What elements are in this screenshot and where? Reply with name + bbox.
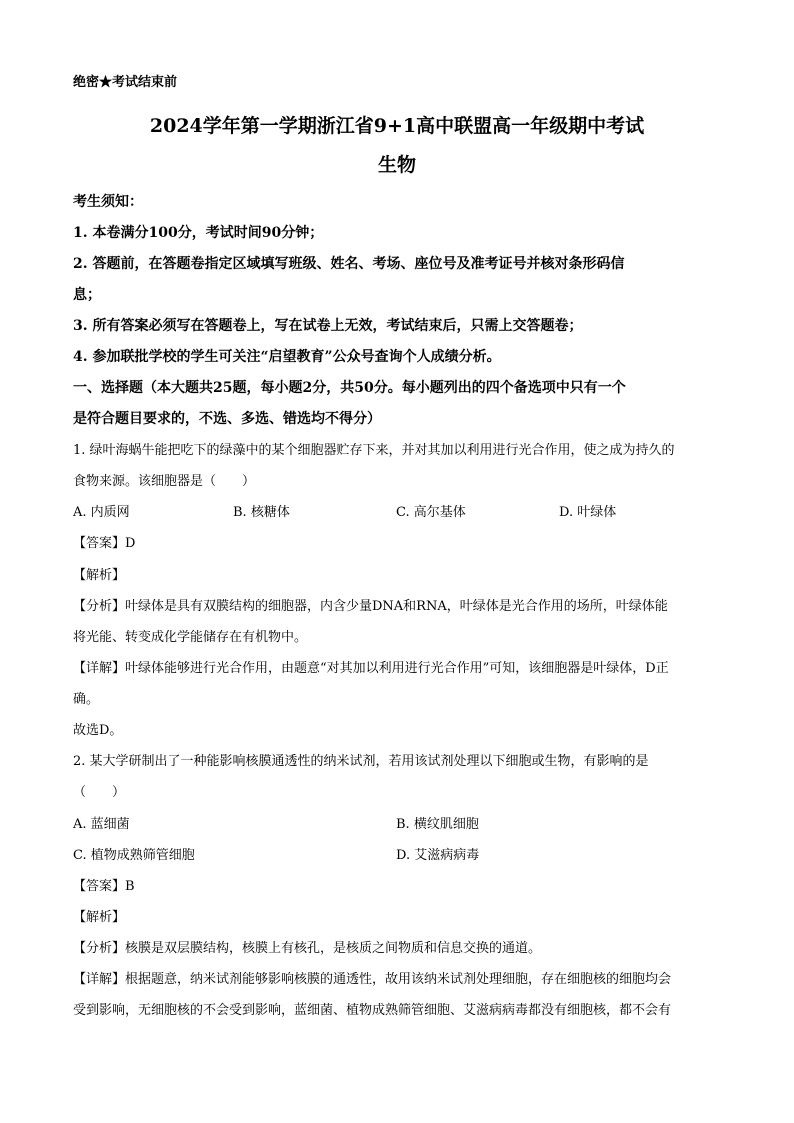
notice-item-3: 3. 所有答案必须写在答题卷上，写在试卷上无效，考试结束后，只需上交答题卷； <box>73 318 583 334</box>
q2-option-d: D. 艾滋病病毒 <box>396 848 480 863</box>
q2-analysis-label: 【解析】 <box>73 910 126 925</box>
q2-xiangjie-line1: 【详解】根据题意，纳米试剂能够影响核膜的通透性，故用该纳米试剂处理细胞，存在细胞核的细胞均会 <box>73 972 672 987</box>
q2-option-b: B. 横纹肌细胞 <box>396 817 479 832</box>
q1-stem-line1: 1. 绿叶海蜗牛能把吃下的绿藻中的某个细胞器贮存下来，并对其加以利用进行光合作用，使之成为持久的 <box>73 443 675 458</box>
q1-xiangjie-line1: 【详解】叶绿体能够进行光合作用，由题意“对其加以利用进行光合作用”可知，该细胞器是叶绿体，D正 <box>73 661 669 676</box>
q1-stem-line2: 食物来源。该细胞器是（ ） <box>73 474 256 489</box>
q2-stem-line1: 2. 某大学研制出了一种能影响核膜通透性的纳米试剂，若用该试剂处理以下细胞或生物，有影响的是 <box>73 754 649 769</box>
q1-conclusion: 故选D。 <box>73 723 123 738</box>
q2-xiangjie-line2: 受到影响，无细胞核的不会受到影响，蓝细菌、植物成熟筛管细胞、艾滋病病毒都没有细胞核，都不会有 <box>73 1003 672 1018</box>
q1-xiangjie-line2: 确。 <box>73 692 100 707</box>
notice-item-2-cont: 息； <box>73 287 101 303</box>
q2-answer: 【答案】B <box>73 879 135 894</box>
q1-analysis-label: 【解析】 <box>73 568 126 583</box>
section-heading-line1: 一、选择题（本大题共25题，每小题2分，共50分。每小题列出的四个备选项中只有一个 <box>73 380 626 396</box>
notice-item-2: 2. 答题前，在答题卷指定区域填写班级、姓名、考场、座位号及准考证号并核对条形码信 <box>73 256 625 272</box>
q1-fenxi-line2: 将光能、转变成化学能储存在有机物中。 <box>73 630 308 645</box>
notice-item-1: 1. 本卷满分100分，考试时间90分钟； <box>73 225 324 241</box>
q2-option-c: C. 植物成熟筛管细胞 <box>73 848 195 863</box>
confidential-label: 绝密★考试结束前 <box>73 75 178 90</box>
exam-title: 2024学年第一学期浙江省9+1高中联盟高一年级期中考试 <box>149 115 645 137</box>
q1-option-b: B. 核糖体 <box>233 505 290 520</box>
q2-stem-line2: （ ） <box>73 785 126 800</box>
subject-title: 生物 <box>377 154 416 176</box>
notice-item-4: 4. 参加联批学校的学生可关注“启望教育”公众号查询个人成绩分析。 <box>73 349 501 365</box>
q1-fenxi-line1: 【分析】叶绿体是具有双膜结构的细胞器，内含少量DNA和RNA，叶绿体是光合作用的场所，叶绿体能 <box>73 599 668 614</box>
notice-heading: 考生须知： <box>73 194 143 210</box>
q2-option-a: A. 蓝细菌 <box>73 817 130 832</box>
q1-option-c: C. 高尔基体 <box>396 505 466 520</box>
q1-answer: 【答案】D <box>73 536 136 551</box>
q2-fenxi-line1: 【分析】核膜是双层膜结构，核膜上有核孔，是核质之间物质和信息交换的通道。 <box>73 941 542 956</box>
q1-option-d: D. 叶绿体 <box>559 505 617 520</box>
q1-option-a: A. 内质网 <box>73 505 130 520</box>
section-heading-line2: 是符合题目要求的，不选、多选、错选均不得分） <box>73 411 381 427</box>
